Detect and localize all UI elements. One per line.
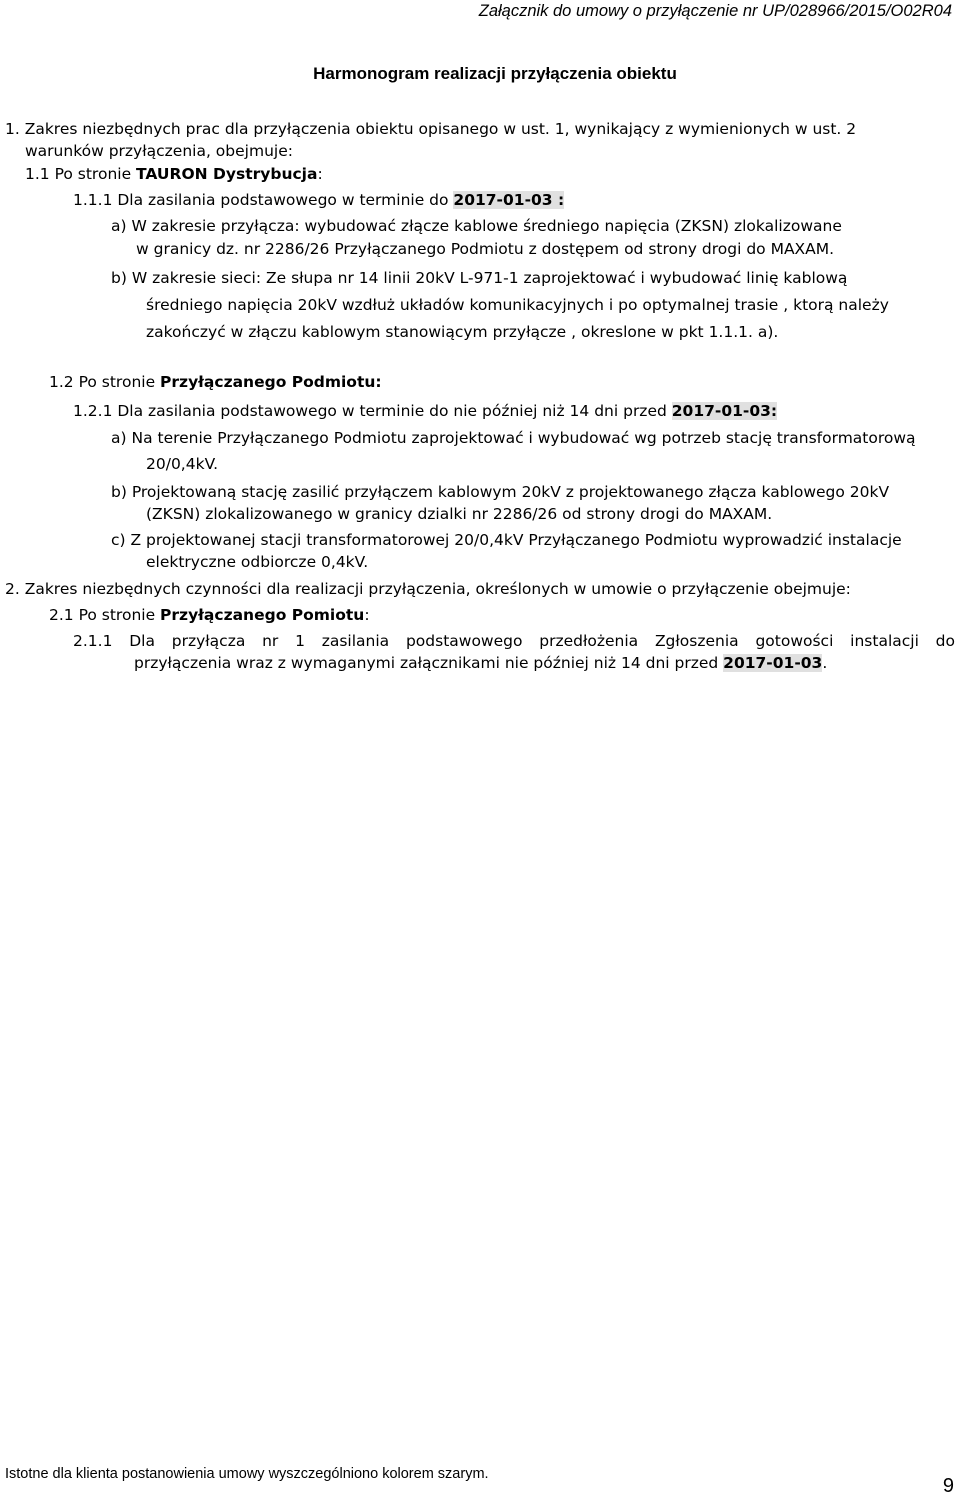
section-1-1-party: TAURON Dystrybucja xyxy=(136,165,318,183)
item-1a-line1: a) W zakresie przyłącza: wybudować złącze kablowe średniego napięcia (ZKSN) zlokalizowane xyxy=(111,217,842,235)
section-2-1-label: 2.1 Po stronie xyxy=(49,606,161,624)
section-2-1-1-period: . xyxy=(822,654,828,672)
section-1-1-label: 1.1 Po stronie xyxy=(25,165,137,183)
section-1-2-heading xyxy=(49,372,382,392)
item-1b-line2: średniego napięcia 20kV wzdłuż układów komunikacyjnych i po optymalnej trasie , ktorą należy xyxy=(146,296,889,314)
document-footer: Istotne dla klienta postanowienia umowy wyszczególniono kolorem szarym. xyxy=(5,1466,489,1482)
section-1-1-1-date: 2017-01-03 : xyxy=(453,191,565,209)
section-2-1-heading xyxy=(49,605,370,625)
section-2-1-1-date: 2017-01-03 xyxy=(723,654,823,672)
page-number: 9 xyxy=(942,1475,954,1497)
document-title: Harmonogram realizacji przyłączenia obiektu xyxy=(313,64,677,83)
section-2-intro: 2. Zakres niezbędnych czynności dla realizacji przyłączenia, określonych w umowie o przyłączenie obejmuje: xyxy=(5,580,851,598)
section-1-1-1-text: 1.1.1 Dla zasilania podstawowego w terminie do xyxy=(73,191,454,209)
item-2b-line1: b) Projektowaną stację zasilić przyłączem kablowym 20kV z projektowanego złącza kablowego 20kV xyxy=(111,483,890,501)
section-1-1-colon: : xyxy=(317,165,323,183)
section-1-2-label: 1.2 Po stronie xyxy=(49,373,161,391)
section-1-intro-line2: warunków przyłączenia, obejmuje: xyxy=(25,142,293,160)
section-1-2-1-text: 1.2.1 Dla zasilania podstawowego w terminie do nie później niż 14 dni przed xyxy=(73,402,672,420)
section-1-1-1-heading xyxy=(73,190,564,210)
section-1-2-1-heading xyxy=(73,401,777,421)
section-2-1-colon: : xyxy=(364,606,370,624)
item-2b-line2: (ZKSN) zlokalizowanego w granicy dzialki nr 2286/26 od strony drogi do MAXAM. xyxy=(146,505,773,523)
section-1-2-1-date: 2017-01-03: xyxy=(671,402,778,420)
section-1-1-heading xyxy=(25,164,323,184)
item-1b-line3: zakończyć w złączu kablowym stanowiącym przyłącze , okreslone w pkt 1.1.1. a). xyxy=(146,323,779,341)
item-1b-line1: b) W zakresie sieci: Ze słupa nr 14 linii 20kV L-971-1 zaprojektować i wybudować linię kablową xyxy=(111,269,848,287)
item-2a-line2: 20/0,4kV. xyxy=(146,455,219,473)
section-2-1-1-text: przyłączenia wraz z wymaganymi załącznikami nie później niż 14 dni przed xyxy=(134,654,724,672)
section-2-1-party: Przyłączanego Pomiotu xyxy=(160,606,365,624)
section-1-intro-line1: 1. Zakres niezbędnych prac dla przyłączenia obiektu opisanego w ust. 1, wynikający z wymienionych w ust. 2 xyxy=(5,120,857,138)
section-2-1-1-line2 xyxy=(134,653,827,673)
document-header: Załącznik do umowy o przyłączenie nr UP/028966/2015/O02R04 xyxy=(478,2,952,20)
section-1-2-party: Przyłączanego Podmiotu: xyxy=(160,373,382,391)
section-2-1-1-line1: 2.1.1 Dla przyłącza nr 1 zasilania podstawowego przedłożenia Zgłoszenia gotowości instalacji do xyxy=(73,632,955,650)
item-2c-line1: c) Z projektowanej stacji transformatorowej 20/0,4kV Przyłączanego Podmiotu wyprowadzić instalacje xyxy=(111,531,902,549)
item-2a-line1: a) Na terenie Przyłączanego Podmiotu zaprojektować i wybudować wg potrzeb stację transformatorową xyxy=(111,429,916,447)
item-2c-line2: elektryczne odbiorcze 0,4kV. xyxy=(146,553,369,571)
item-1a-line2: w granicy dz. nr 2286/26 Przyłączanego Podmiotu z dostępem od strony drogi do MAXAM. xyxy=(136,240,835,258)
